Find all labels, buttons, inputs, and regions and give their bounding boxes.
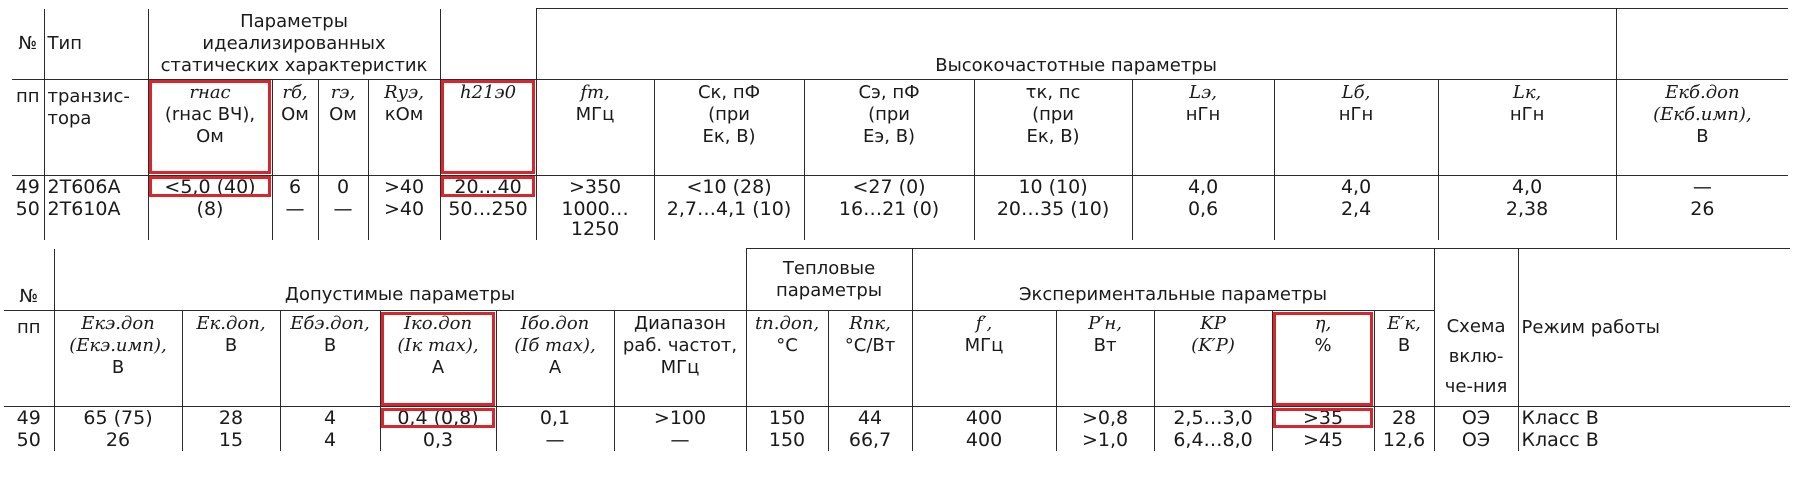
- header-lk: Lк, нГн: [1438, 79, 1616, 175]
- header-ebe: Eбэ.доп, В: [280, 311, 380, 407]
- header-kp: KP (K′P): [1154, 311, 1272, 407]
- header-re: rэ, Ом: [318, 79, 368, 175]
- header-ek: E′к, В: [1374, 311, 1434, 407]
- header-lb: Lб, нГн: [1274, 79, 1438, 175]
- group-exp-header: Экспериментальные параметры: [912, 249, 1434, 311]
- table-high-frequency: [12, 8, 1788, 240]
- header-rpk: Rпк, °С/Вт: [828, 311, 912, 407]
- header-ibo: Iбо.доп (Iб max), А: [496, 311, 614, 407]
- col-mode-header: Режим работы: [1518, 249, 1790, 407]
- table-row: 50 2Т610А (8) — — >40 50…250 1000…1250 2,7…4,1 (10) 16…21 (0) 20…35 (10) 0,6 2,4 2,38 26: [12, 198, 1788, 240]
- col-no2-header-2: пп: [4, 311, 54, 407]
- group-thermal-header: Тепловые параметры: [746, 249, 912, 311]
- header-iko: Iко.доп (Iк max), А: [380, 311, 496, 407]
- header-rb: rб, Ом: [272, 79, 318, 175]
- col-no2-header: пп: [12, 79, 44, 175]
- group-static-header: Параметры идеализированных статических характеристик: [148, 9, 440, 80]
- header-ce: Cэ, пФ (при Eэ, В): [804, 79, 974, 175]
- header-tp: tп.доп, °С: [746, 311, 828, 407]
- header-tk: τк, пс (при Eк, В): [974, 79, 1132, 175]
- header-h21: h21э0: [440, 79, 536, 175]
- col-no-header: №: [12, 9, 44, 80]
- table-row: 50 26 15 4 0,3 — — 150 66,7 400 >1,0 6,4…8,0 >45 12,6 ОЭ Класс В: [4, 429, 1790, 451]
- group-allowed-header: Допустимые параметры: [54, 249, 746, 311]
- header-range: Диапазон раб. частот, МГц: [614, 311, 746, 407]
- col-no-header-2: №: [4, 249, 54, 311]
- header-le: Lэ, нГн: [1132, 79, 1274, 175]
- header-eke: Eкэ.доп (Eкэ.имп), В: [54, 311, 182, 407]
- header-rye: Rуэ, кОм: [368, 79, 440, 175]
- table-row: 49 2Т606А <5,0 (40) 6 0 >40 20…40 >350 <10 (28) <27 (0) 10 (10) 4,0 4,0 4,0 —: [12, 175, 1788, 198]
- header-f: f′, МГц: [912, 311, 1056, 407]
- header-eta: η, %: [1272, 311, 1374, 407]
- header-r-sat: rнас (rнас ВЧ), Ом: [148, 79, 272, 175]
- table-row: 49 65 (75) 28 4 0,4 (0,8) 0,1 >100 150 44 400 >0,8 2,5…3,0 >35 28 ОЭ Класс В: [4, 407, 1790, 430]
- col-type-header: Тип: [44, 9, 148, 80]
- header-ekb: Eкб.доп (Eкб.имп), В: [1616, 79, 1788, 175]
- header-ekdop: Eк.доп, В: [182, 311, 280, 407]
- header-ft: fт, МГц: [536, 79, 654, 175]
- table-allowed-params: [4, 248, 1790, 451]
- group-hf-header: Высокочастотные параметры: [536, 9, 1616, 80]
- header-pn: P′н, Вт: [1056, 311, 1154, 407]
- col-scheme-header: Схема вклю-че-ния: [1434, 249, 1518, 407]
- col-type2-header: транзис-тора: [44, 79, 148, 175]
- header-ck: Cк, пФ (при Eк, В): [654, 79, 804, 175]
